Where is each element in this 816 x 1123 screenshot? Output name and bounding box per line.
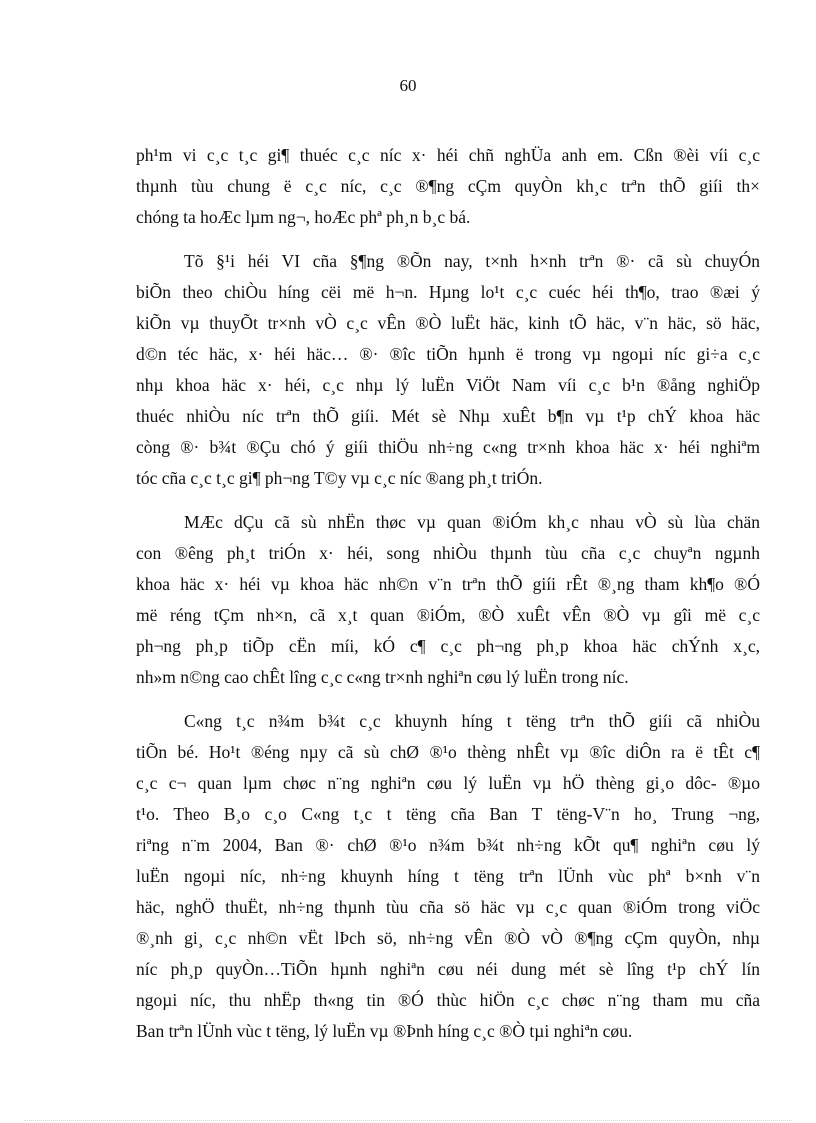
text-line: tiÕn bé. Ho¹t ®éng nµy cã sù chØ ®¹o thèng nhÊt vµ ®îc diÔn ra ë tÊt c¶	[136, 742, 760, 762]
text-line: më réng tÇm nh×n, cã x¸t quan ®iÓm, ®Ò xuÊt vÊn ®Ò vµ gîi më c¸c	[136, 605, 760, 625]
text-line: t¹o. Theo B¸o c¸o C«ng t¸c t tëng cña Ban T tëng-V¨n ho¸ Trung ¬ng,	[136, 804, 760, 824]
text-line: ®¸nh gi¸ c¸c nh©n vËt lÞch sö, nh÷ng vÊn ®Ò vÒ ®¶ng cÇm quyÒn, nhµ	[136, 928, 760, 948]
body-text	[136, 140, 760, 1060]
page-bottom-rule	[24, 1120, 792, 1121]
text-line: nh»m n©ng cao chÊt lîng c¸c c«ng tr×nh nghiªn cøu lý luËn trong níc.	[136, 667, 629, 687]
text-line: khoa häc x· héi vµ khoa häc nh©n v¨n trªn thÕ giíi rÊt ®¸ng tham kh¶o ®Ó	[136, 574, 760, 594]
paragraph	[136, 140, 760, 233]
paragraph	[136, 507, 760, 693]
text-line: biÕn theo chiÒu híng cëi më h¬n. Hµng lo¹t c¸c cuéc héi th¶o, trao ®æi ý	[136, 282, 760, 302]
text-line: häc, nghÖ thuËt, nh÷ng thµnh tùu cña sö häc vµ c¸c quan ®iÓm trong viÖc	[136, 897, 760, 917]
text-line: nhµ khoa häc x· héi, c¸c nhµ lý luËn ViÖt Nam víi c¸c b¹n ®ång nghiÖp	[136, 375, 760, 395]
text-line: thuéc nhiÒu níc trªn thÕ giíi. Mét sè Nhµ xuÊt b¶n vµ t¹p chÝ khoa häc	[136, 406, 760, 426]
text-line: ngoµi níc, thu nhËp th«ng tin ®Ó thùc hiÖn c¸c chøc n¨ng tham mu cña	[136, 990, 760, 1010]
text-line: d©n téc häc, x· héi häc… ®· ®îc tiÕn hµnh ë trong vµ ngoµi níc gi÷a c¸c	[136, 344, 760, 364]
text-line: níc ph¸p quyÒn…TiÕn hµnh nghiªn cøu néi dung mét sè lîng t¹p chÝ lín	[136, 959, 760, 979]
text-line: Ban trªn lÜnh vùc t tëng, lý luËn vµ ®Þnh híng c¸c ®Ò tµi nghiªn cøu.	[136, 1021, 633, 1041]
text-line: kiÕn vµ thuyÕt tr×nh vÒ c¸c vÊn ®Ò luËt häc, kinh tÕ häc, v¨n häc, sö häc,	[136, 313, 760, 333]
text-line: còng ®· b¾t ®Çu chó ý giíi thiÖu nh÷ng c«ng tr×nh khoa häc x· héi nghiªm	[136, 437, 760, 457]
text-line: chóng ta hoÆc lµm ng¬, hoÆc phª ph¸n b¸c bá.	[136, 207, 471, 227]
text-line: thµnh tùu chung ë c¸c níc, c¸c ®¶ng cÇm quyÒn kh¸c trªn thÕ giíi th×	[136, 176, 760, 196]
paragraph	[136, 246, 760, 494]
text-line: ph¬ng ph¸p tiÕp cËn míi, kÓ c¶ c¸c ph¬ng ph¸p khoa häc chÝnh x¸c,	[136, 636, 760, 656]
text-line: con ®êng ph¸t triÓn x· héi, song nhiÒu thµnh tùu cña c¸c chuyªn ngµnh	[136, 543, 760, 563]
text-line: luËn ngoµi níc, nh÷ng khuynh híng t tëng trªn lÜnh vùc phª b×nh v¨n	[136, 866, 760, 886]
page-number: 60	[399, 76, 417, 95]
text-line: C«ng t¸c n¾m b¾t c¸c khuynh híng t tëng trªn thÕ giíi cã nhiÒu	[184, 711, 760, 731]
text-line: MÆc dÇu cã sù nhËn thøc vµ quan ®iÓm kh¸c nhau vÒ sù lùa chän	[184, 512, 760, 532]
text-line: tóc cña c¸c t¸c gi¶ ph¬ng T©y vµ c¸c níc ®ang ph¸t triÓn.	[136, 468, 543, 488]
text-line: c¸c c¬ quan lµm chøc n¨ng nghiªn cøu lý luËn vµ hÖ thèng gi¸o dôc- ®µo	[136, 773, 760, 793]
text-line: riªng n¨m 2004, Ban ®· chØ ®¹o n¾m b¾t nh÷ng kÕt qu¶ nghiªn cøu lý	[136, 835, 760, 855]
paragraph	[136, 706, 760, 1047]
text-line: Tõ §¹i héi VI cña §¶ng ®Õn nay, t×nh h×nh trªn ®· cã sù chuyÓn	[184, 251, 760, 271]
text-line: ph¹m vi c¸c t¸c gi¶ thuéc c¸c níc x· héi chñ nghÜa anh em. Cßn ®èi víi c¸c	[136, 145, 760, 165]
